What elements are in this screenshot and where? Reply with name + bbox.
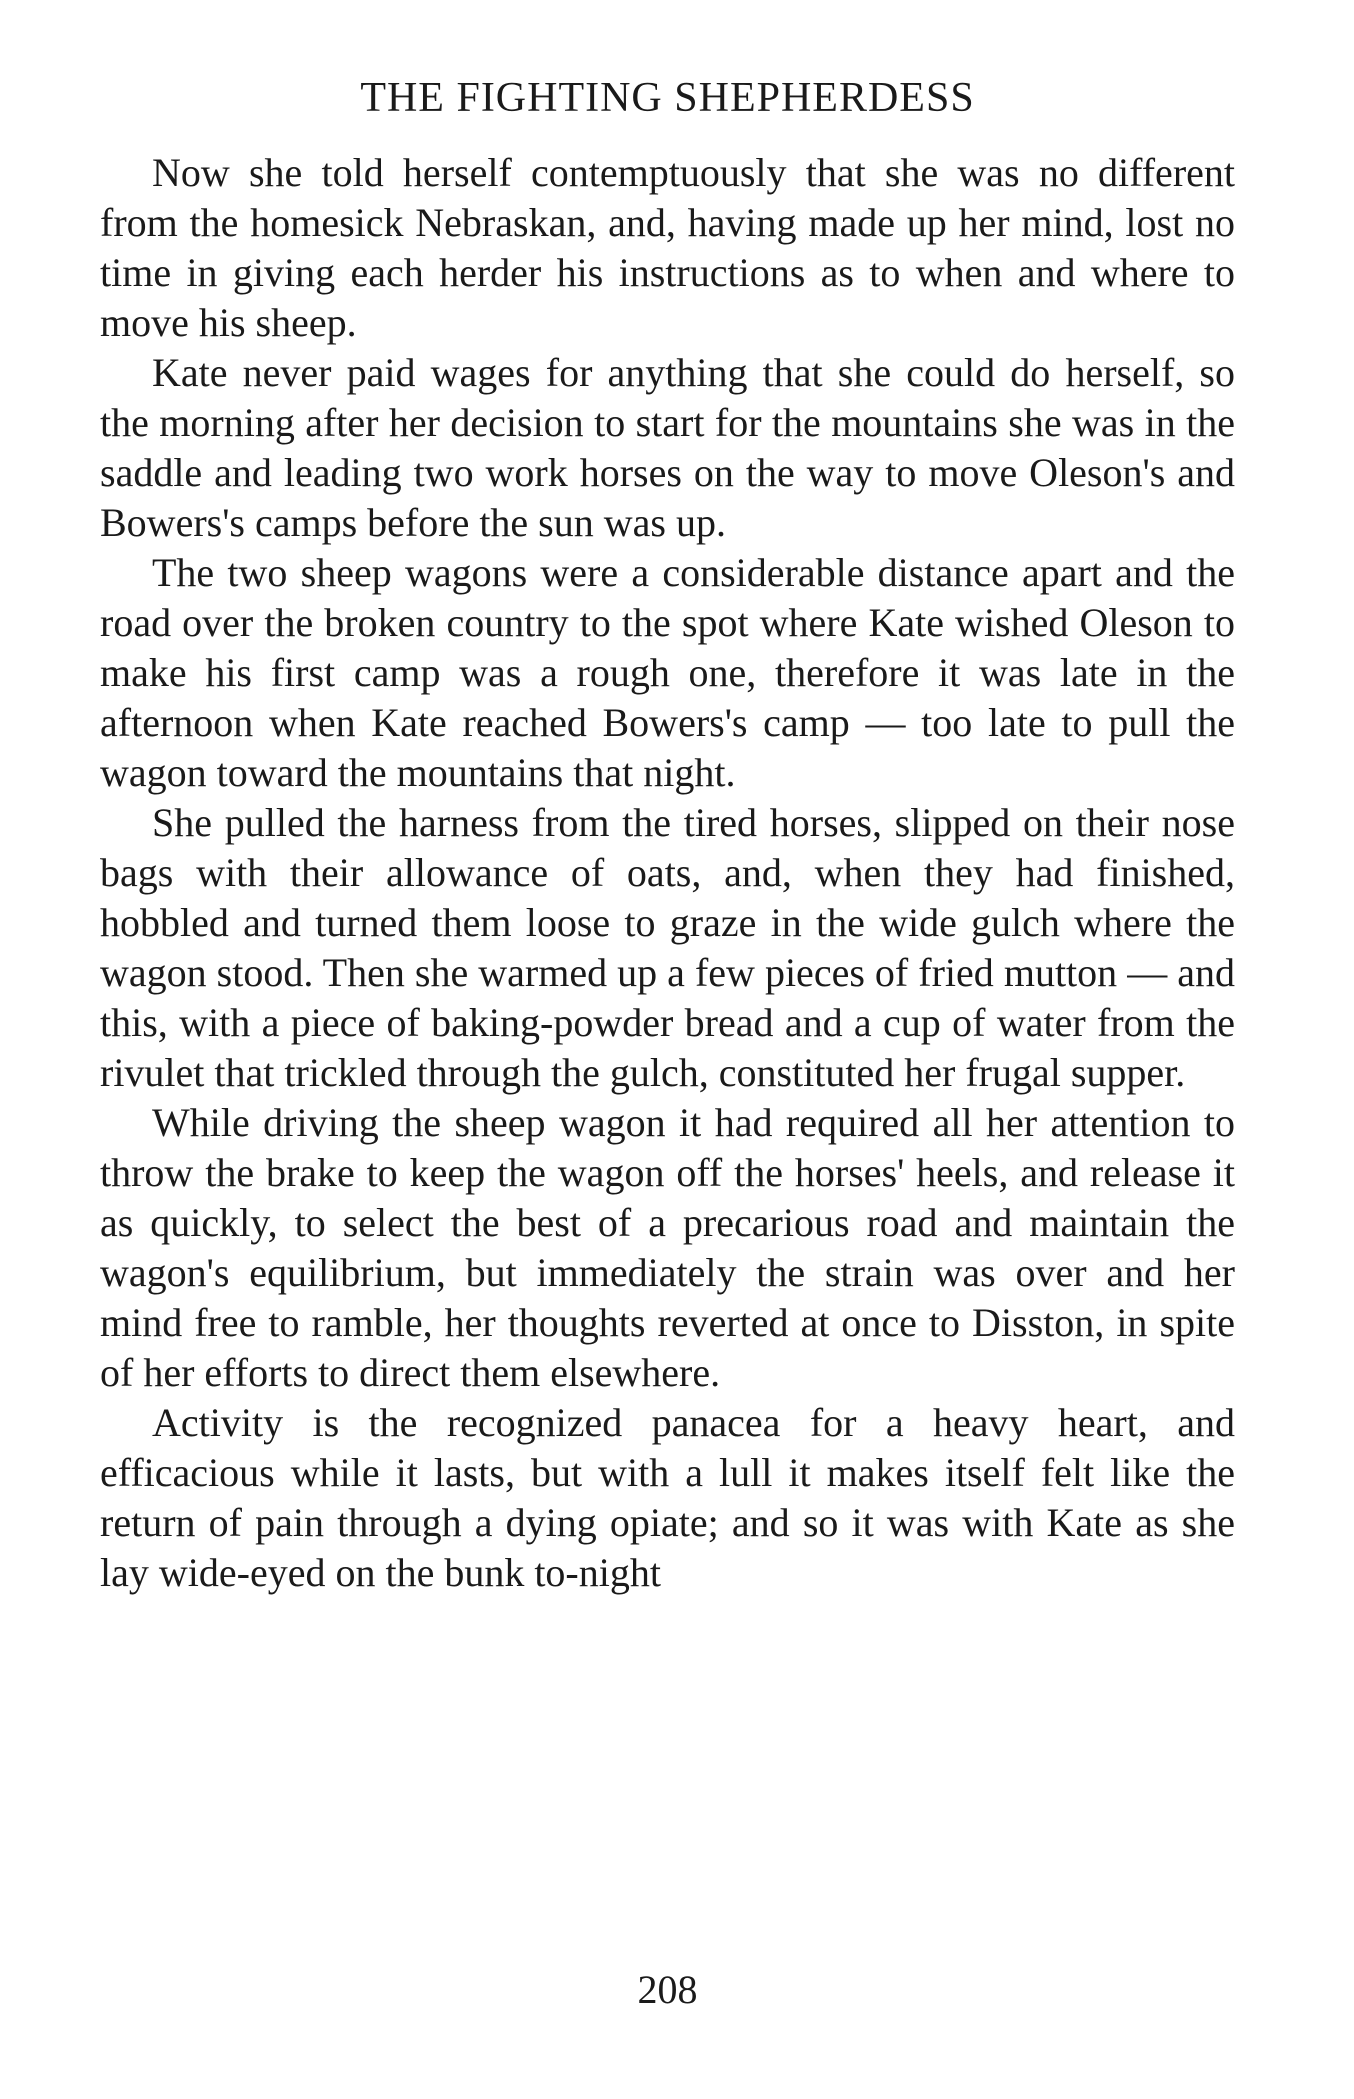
paragraph: Now she told herself contemptuously that she was no different from the homesick Nebraskan, and, having made up her mind, lost no time in giving each herder his instructions as to when and where to move his sheep. [100, 150, 1235, 345]
paragraph: Kate never paid wages for anything that she could do herself, so the morning after her decision to start for the mountains she was in the saddle and leading two work horses on the way to move Oleson's and Bowers's camps before the sun was up. [100, 350, 1235, 545]
page-number: 208 [637, 1967, 698, 2012]
paragraph: Activity is the recognized panacea for a heavy heart, and efficacious while it lasts, but with a lull it makes itself felt like the return of pain through a dying opiate; and so it was with Kate as she lay wide-eyed on the bunk to-night [100, 1400, 1235, 1595]
running-head: THE FIGHTING SHEPHERDESS [360, 75, 975, 121]
paragraph: While driving the sheep wagon it had required all her attention to throw the brake to keep the wagon off the horses' heels, and release it as quickly, to select the best of a precarious road and maintain the wagon's equilibrium, but immediately the strain was over and her mind free to ramble, her thoughts reverted at once to Disston, in spite of her efforts to direct them elsewhere. [100, 1100, 1235, 1395]
paragraph: She pulled the harness from the tired horses, slipped on their nose bags with their allowance of oats, and, when they had finished, hobbled and turned them loose to graze in the wide gulch where the wagon stood. Then she warmed up a few pieces of fried mutton — and this, with a piece of baking-powder bread and a cup of water from the rivulet that trickled through the gulch, constituted her frugal supper. [100, 800, 1235, 1095]
book-page [100, 70, 1235, 2012]
body-text [100, 148, 1235, 1598]
paragraph: The two sheep wagons were a considerable distance apart and the road over the broken country to the spot where Kate wished Oleson to make his first camp was a rough one, therefore it was late in the afternoon when Kate reached Bowers's camp — too late to pull the wagon toward the mountains that night. [100, 550, 1235, 795]
